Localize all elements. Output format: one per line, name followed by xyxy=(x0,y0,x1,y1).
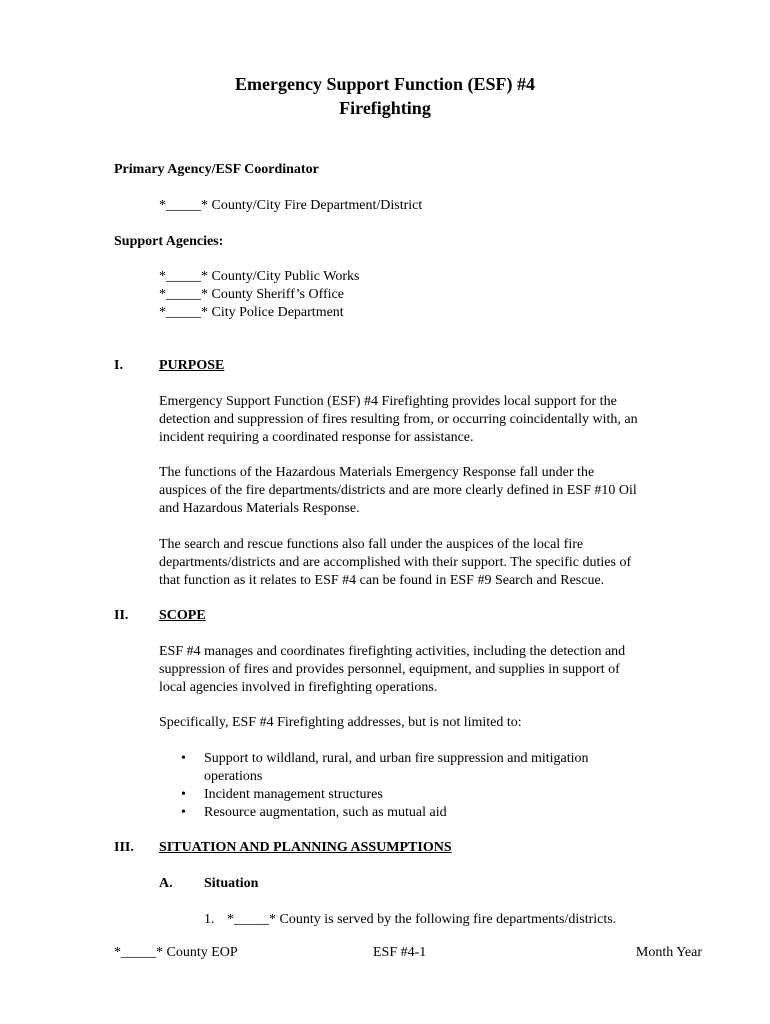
bullet-item-text: Resource augmentation, such as mutual aid xyxy=(204,805,447,820)
document-title-line2: Firefighting xyxy=(339,98,431,118)
scope-paragraph-line: suppression of fires and provides personnel, equipment, and supplies in support of xyxy=(159,662,620,677)
scope-paragraph-line: local agencies involved in firefighting operations. xyxy=(159,680,438,695)
scope-paragraph-line: ESF #4 manages and coordinates firefighting activities, including the detection and xyxy=(159,644,626,659)
scope-paragraph-line: Specifically, ESF #4 Firefighting addresses, but is not limited to: xyxy=(159,715,522,730)
bullet-icon: • xyxy=(181,751,186,766)
purpose-paragraph-line: departments/districts and are accomplished with their support. The specific duties of xyxy=(159,555,632,570)
document-title-line1: Emergency Support Function (ESF) #4 xyxy=(234,74,535,94)
purpose-paragraph-line: incident requiring a coordinated response for assistance. xyxy=(159,430,474,445)
numbered-item-text: *_____* County is served by the following fire departments/districts. xyxy=(227,912,617,927)
purpose-paragraph-line: detection and suppression of fires resulting from, or occurring coincidentally with, an xyxy=(159,412,638,427)
section-numeral-situation: III. xyxy=(114,840,134,855)
purpose-paragraph-line: The functions of the Hazardous Materials Emergency Response fall under the xyxy=(159,465,595,480)
purpose-paragraph-line: auspices of the fire departments/districts and are more clearly defined in ESF #10 Oil xyxy=(159,483,637,498)
section-heading-situation: SITUATION AND PLANNING ASSUMPTIONS xyxy=(159,840,452,855)
support-agency-item: *_____* County Sheriff’s Office xyxy=(159,287,344,302)
support-agency-item: *_____* County/City Public Works xyxy=(159,269,360,284)
subsection-letter: A. xyxy=(159,876,173,891)
bullet-icon: • xyxy=(181,805,186,820)
subsection-heading: Situation xyxy=(204,876,259,891)
bullet-item-text: Incident management structures xyxy=(204,787,383,802)
footer-center: ESF #4-1 xyxy=(373,945,427,960)
section-heading-purpose: PURPOSE xyxy=(159,358,225,373)
bullet-item-text: operations xyxy=(204,769,263,784)
section-numeral-scope: II. xyxy=(114,608,129,623)
primary-agency-heading: Primary Agency/ESF Coordinator xyxy=(114,162,319,177)
numbered-item-number: 1. xyxy=(204,912,215,927)
purpose-paragraph-line: The search and rescue functions also fall under the auspices of the local fire xyxy=(159,537,584,552)
support-agency-item: *_____* City Police Department xyxy=(159,305,344,320)
footer-right: Month Year xyxy=(635,945,702,960)
section-numeral-purpose: I. xyxy=(114,358,123,373)
purpose-paragraph-line: that function as it relates to ESF #4 can be found in ESF #9 Search and Rescue. xyxy=(159,573,605,588)
support-agencies-heading: Support Agencies: xyxy=(114,234,224,249)
primary-agency-name: *_____* County/City Fire Department/District xyxy=(159,198,423,213)
bullet-icon: • xyxy=(181,787,186,802)
bullet-item-text: Support to wildland, rural, and urban fire suppression and mitigation xyxy=(204,751,589,766)
purpose-paragraph-line: Emergency Support Function (ESF) #4 Firefighting provides local support for the xyxy=(159,394,617,409)
purpose-paragraph-line: and Hazardous Materials Response. xyxy=(159,501,360,516)
footer-left: *_____* County EOP xyxy=(114,945,238,960)
section-heading-scope: SCOPE xyxy=(159,608,206,623)
